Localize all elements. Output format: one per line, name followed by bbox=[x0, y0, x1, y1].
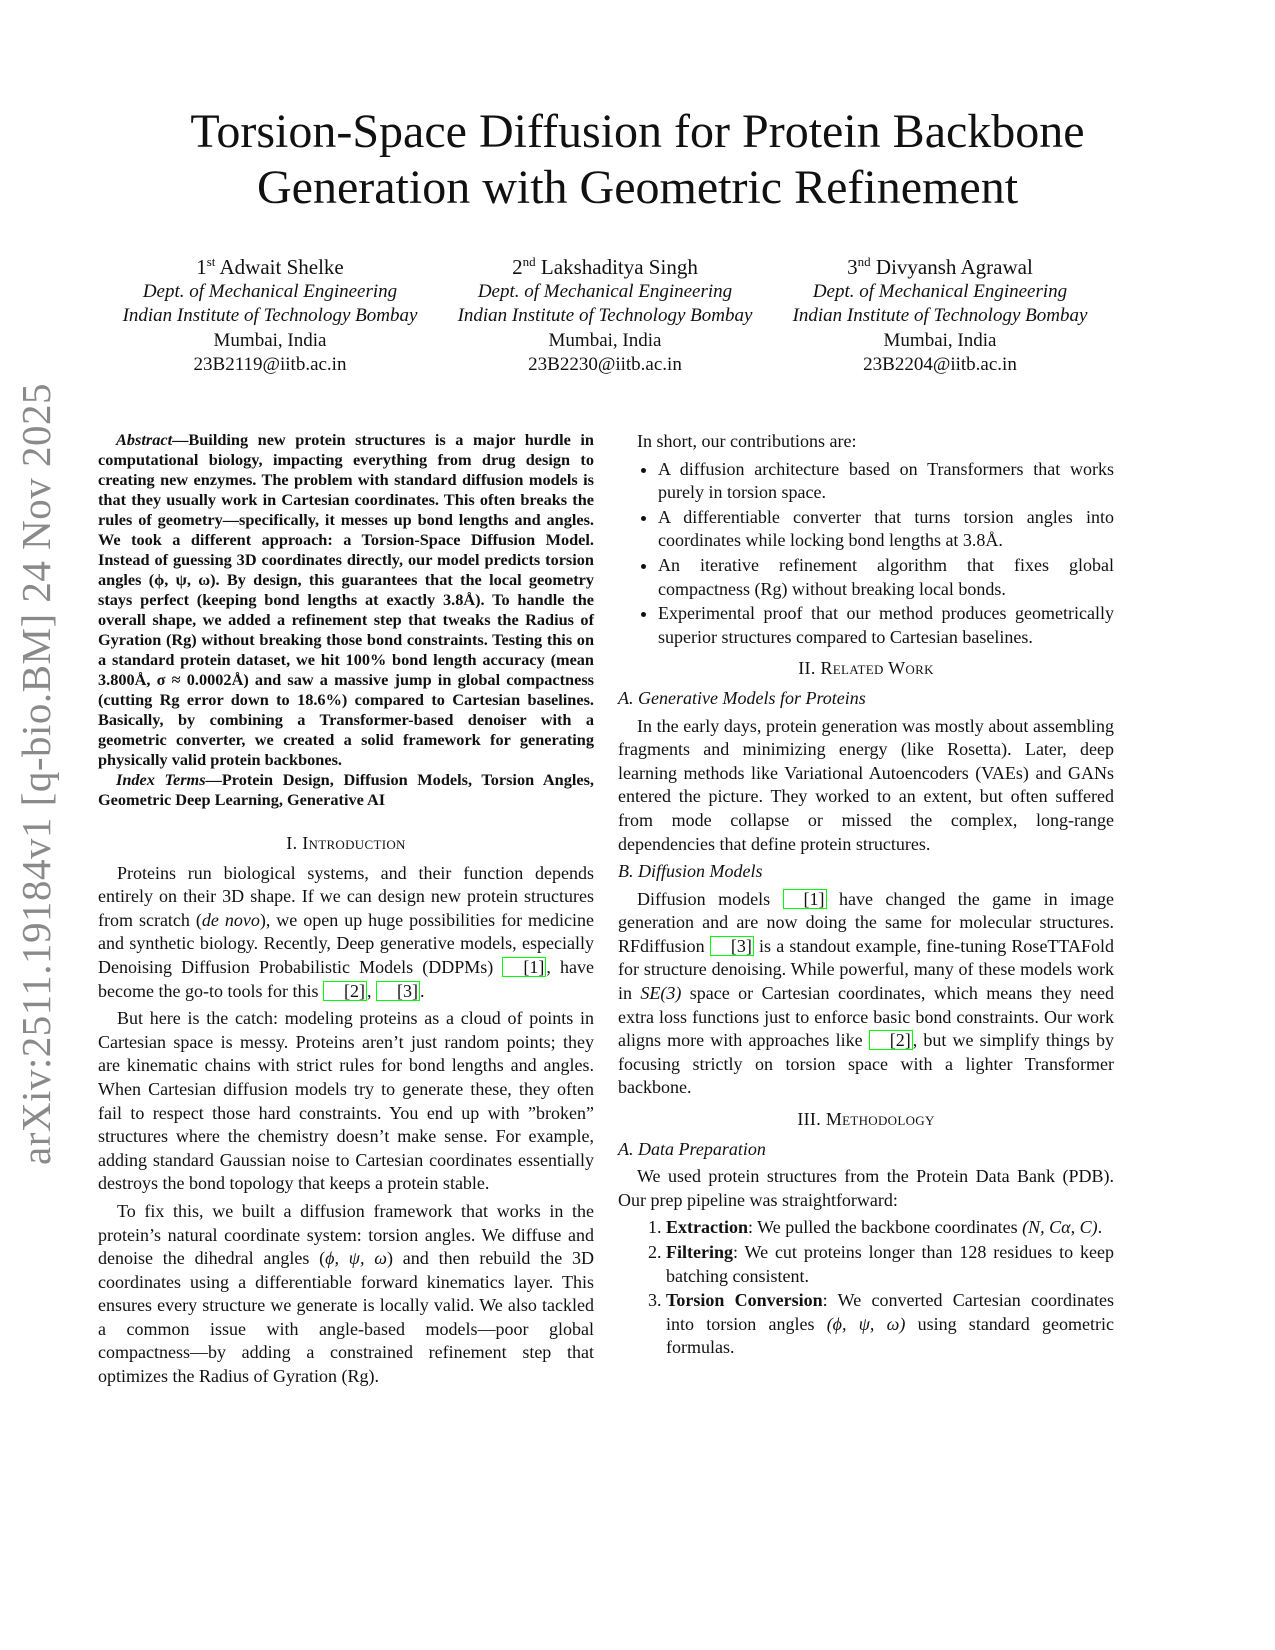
author-3-name: Divyansh Agrawal bbox=[875, 255, 1033, 279]
intro-number: I. bbox=[286, 833, 298, 853]
author-2-institute: Indian Institute of Technology Bombay bbox=[457, 305, 753, 326]
step-label: Filtering bbox=[666, 1242, 733, 1262]
contributions-list bbox=[618, 458, 1114, 650]
intro-p1-text-b: ), we open up huge possibilities for medicine and synthetic biology. Recently, Deep generative models, especially Denoising Diffusion Probabilistic Models (DDPMs) bbox=[98, 909, 595, 977]
intro-paragraph-3 bbox=[98, 1200, 594, 1389]
paper-title bbox=[100, 104, 1175, 216]
intro-paragraph-2: But here is the catch: modeling proteins as a cloud of points in Cartesian space is messy. Proteins aren’t just random points; they are kinematic chains with strict rules for bond lengths and angles. When Cartesian diffusion models try to generate these, they often fail to respect those hard constraints. You end up with ”broken” structures where the chemistry doesn’t make sense. For example, adding standard Gaussian noise to Cartesian coordinates essentially destroys the bond topology that keeps a protein stable. bbox=[98, 1008, 594, 1194]
arxiv-identifier: arXiv:2511.19184v1 [q-bio.BM] 24 Nov 2025 bbox=[13, 383, 59, 1165]
author-3-ordinal: 3 bbox=[847, 255, 858, 279]
author-1-institute: Indian Institute of Technology Bombay bbox=[122, 305, 418, 326]
section-heading-methodology bbox=[618, 1108, 1114, 1132]
method-sub-a-title: Data Preparation bbox=[638, 1138, 766, 1159]
index-terms-label: Index Terms bbox=[116, 770, 206, 789]
related-sub-a-label: A. bbox=[618, 687, 634, 708]
data-prep-step bbox=[666, 1216, 1114, 1240]
intro-paragraph-1 bbox=[98, 862, 594, 1004]
citation-link[interactable]: [1] bbox=[783, 889, 827, 909]
author-2 bbox=[435, 250, 775, 378]
right-column bbox=[618, 430, 1114, 1361]
citation-link[interactable]: [2] bbox=[869, 1030, 913, 1050]
intro-p1-text-a: Proteins run biological systems, and their function depends entirely on their 3D shape. If we can design new protein structures from scratch ( bbox=[98, 862, 594, 930]
related-b-text-b: have changed the game in image generation and are now doing the same for molecular structures. RFdiffusion bbox=[618, 888, 1114, 956]
author-1-location: Mumbai, India bbox=[213, 329, 327, 351]
step-tail: using standard geometric formulas. bbox=[666, 1313, 1114, 1358]
author-1-ordinal: 1 bbox=[196, 255, 207, 279]
citation-link[interactable]: [3] bbox=[710, 936, 754, 956]
intro-p3-text-b: ) and then rebuild the 3D coordinates using a differentiable forward kinematics layer. This ensures every structure we generate is locally valid. We also tackled a common issue with angle-based models—poor global compactness—by adding a constrained refinement step that optimizes the Radius of Gyration (Rg). bbox=[98, 1248, 594, 1387]
author-1 bbox=[100, 250, 440, 378]
intro-p3-math: ϕ, ψ, ω bbox=[325, 1248, 387, 1269]
contributions-intro: In short, our contributions are: bbox=[637, 431, 857, 451]
related-b-math: SE(3) bbox=[640, 983, 682, 1004]
index-terms-text: —Protein Design, Diffusion Models, Torsion Angles, Geometric Deep Learning, Generative AI bbox=[98, 770, 594, 809]
related-sub-a-title: Generative Models for Proteins bbox=[638, 687, 866, 708]
abstract-label: Abstract bbox=[116, 430, 173, 449]
step-text: : We cut proteins longer than 128 residues to keep batching consistent. bbox=[666, 1242, 1114, 1286]
subsection-heading-diffusion-models bbox=[618, 860, 1114, 884]
abstract-text: —Building new protein structures is a major hurdle in computational biology, impacting everything from drug design to creating new enzymes. The problem with standard diffusion models is that they usually work in Cartesian coordinates. This often breaks the rules of geometry—specifically, it messes up bond lengths and angles. We took a different approach: a Torsion-Space Diffusion Model. Instead of guessing 3D coordinates directly, our model predicts torsion angles (ϕ, ψ, ω). By design, this guarantees that the local geometry stays perfect (keeping bond lengths at exactly 3.8Å). To handle the overall shape, we added a refinement step that tweaks the Radius of Gyration (Rg) without breaking those bond constraints. Testing this on a standard protein dataset, we hit 100% bond length accuracy (mean 3.800Å, σ ≈ 0.0002Å) and saw a massive jump in global compactness (cutting Rg error down to 18.6%) compared to Cartesian baselines. Basically, by combining a Transformer-based denoiser with a geometric converter, we created a solid framework for generating physically valid protein backbones. bbox=[98, 430, 594, 769]
step-text: : We pulled the backbone coordinates bbox=[747, 1217, 1023, 1238]
author-2-email[interactable]: 23B2230@iitb.ac.in bbox=[528, 354, 682, 375]
related-sub-b-label: B. bbox=[618, 861, 634, 882]
subsection-heading-data-preparation bbox=[618, 1138, 1114, 1162]
abstract bbox=[98, 430, 594, 770]
related-generative-paragraph: In the early days, protein generation was mostly about assembling fragments and minimizing energy (like Rosetta). Later, deep learning methods like Variational Autoencoders (VAEs) and GANs entered the picture. They worked to an extent, but often suffered from mode collapse or missed the complex, long-range dependencies that define protein structures. bbox=[618, 715, 1114, 854]
citation-link[interactable]: [1] bbox=[502, 957, 546, 977]
author-2-ordinal-suffix: nd bbox=[522, 254, 536, 269]
related-b-text-e: , but we simplify things by focusing strictly on torsion space with a lighter Transformer backbone. bbox=[618, 1030, 1114, 1098]
data-prep-step bbox=[666, 1241, 1114, 1288]
author-1-email[interactable]: 23B2119@iitb.ac.in bbox=[193, 354, 347, 375]
related-title: Related Work bbox=[820, 658, 934, 679]
contribution-item: • A differentiable converter that turns torsion angles into coordinates while locking bond lengths at 3.8Å. bbox=[658, 506, 1114, 553]
step-label: Extraction bbox=[666, 1217, 748, 1238]
contribution-item: • An iterative refinement algorithm that fixes global compactness (Rg) without breaking local bonds. bbox=[658, 554, 1114, 601]
method-sub-a-label: A. bbox=[618, 1138, 634, 1159]
author-1-ordinal-suffix: st bbox=[206, 254, 216, 269]
author-3-dept: Dept. of Mechanical Engineering bbox=[812, 280, 1068, 302]
citation-link[interactable]: [2] bbox=[323, 981, 367, 1001]
method-number: III. bbox=[797, 1109, 821, 1130]
author-3-ordinal-suffix: nd bbox=[857, 254, 871, 269]
intro-p1-text-e: . bbox=[419, 980, 425, 1001]
step-tail: . bbox=[1097, 1217, 1103, 1238]
step-label: Torsion Conversion bbox=[666, 1290, 823, 1311]
related-b-text-a: Diffusion models bbox=[637, 888, 783, 909]
author-1-name: Adwait Shelke bbox=[219, 255, 344, 279]
data-prep-step bbox=[666, 1289, 1114, 1360]
intro-p1-text-c: , have become the go-to tools for this bbox=[98, 956, 594, 1001]
related-number: II. bbox=[798, 658, 816, 679]
intro-p1-text-d: , bbox=[366, 980, 376, 1001]
method-title: Methodology bbox=[825, 1109, 935, 1130]
intro-title: Introduction bbox=[302, 833, 406, 853]
related-b-text-c: is a standout example, fine-tuning RoseTTAFold for structure denoising. While powerful, many of these models work in bbox=[618, 935, 1114, 1004]
author-2-ordinal: 2 bbox=[512, 255, 523, 279]
contribution-item: • A diffusion architecture based on Transformers that works purely in torsion space. bbox=[658, 458, 1114, 505]
section-heading-introduction bbox=[98, 832, 594, 856]
author-3-email[interactable]: 23B2204@iitb.ac.in bbox=[863, 354, 1017, 375]
contribution-item: • Experimental proof that our method produces geometrically superior structures compared to Cartesian baselines. bbox=[658, 602, 1114, 649]
data-prep-intro: We used protein structures from the Protein Data Bank (PDB). Our prep pipeline was straightforward: bbox=[618, 1166, 1114, 1210]
intro-p3-text-a: To fix this, we built a diffusion framework that works in the protein’s natural coordinate system: torsion angles. We diffuse and denoise the dihedral angles ( bbox=[98, 1200, 594, 1269]
subsection-heading-generative-models bbox=[618, 687, 1114, 711]
related-diffusion-paragraph bbox=[618, 888, 1114, 1100]
author-3-institute: Indian Institute of Technology Bombay bbox=[792, 305, 1088, 326]
step-math: (N, Cα, C) bbox=[1022, 1217, 1098, 1238]
author-2-location: Mumbai, India bbox=[548, 329, 662, 351]
author-3-location: Mumbai, India bbox=[883, 329, 997, 351]
data-prep-steps bbox=[618, 1216, 1114, 1360]
index-terms bbox=[98, 770, 594, 810]
title-line-2: Generation with Geometric Refinement bbox=[256, 161, 1019, 214]
related-sub-b-title: Diffusion Models bbox=[638, 861, 763, 882]
section-heading-related-work bbox=[618, 657, 1114, 681]
author-2-name: Lakshaditya Singh bbox=[540, 255, 698, 279]
left-column bbox=[98, 430, 594, 1393]
step-text: : We converted Cartesian coordinates into torsion angles bbox=[666, 1290, 1114, 1334]
title-line-1: Torsion-Space Diffusion for Protein Backbone bbox=[190, 105, 1085, 158]
author-1-dept: Dept. of Mechanical Engineering bbox=[142, 280, 398, 302]
citation-link[interactable]: [3] bbox=[376, 981, 420, 1001]
intro-p1-emphasis: de novo bbox=[201, 909, 260, 930]
step-math: (ϕ, ψ, ω) bbox=[826, 1313, 906, 1334]
related-b-text-d: space or Cartesian coordinates, which means they need extra loss functions just to enforce basic bond constraints. Our work aligns more with approaches like bbox=[618, 983, 1114, 1051]
author-2-dept: Dept. of Mechanical Engineering bbox=[477, 280, 733, 302]
author-3 bbox=[770, 250, 1110, 378]
